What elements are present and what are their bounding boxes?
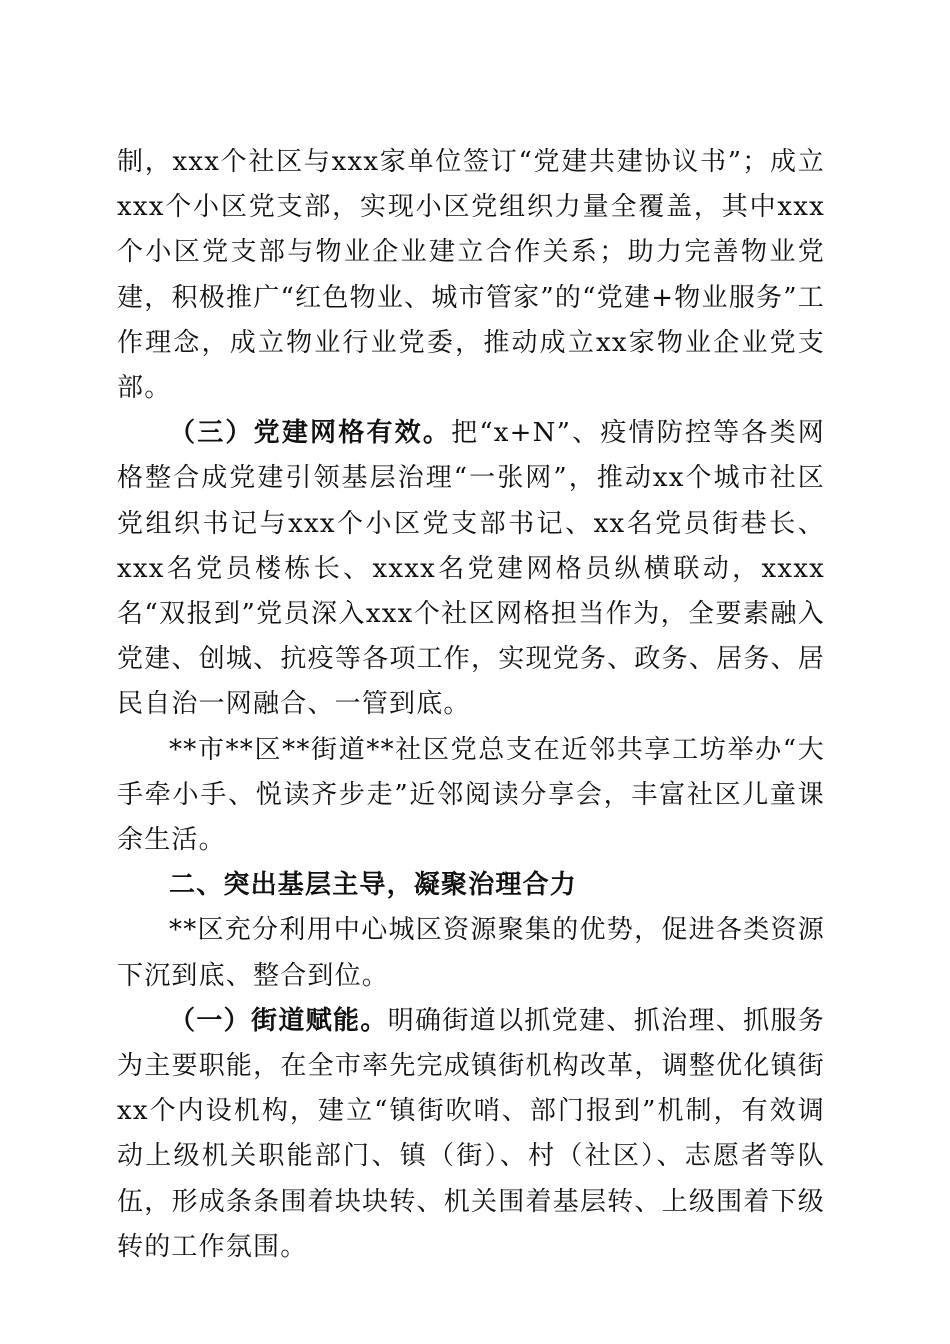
paragraph-grid-effective <box>117 411 825 727</box>
paragraph-text: 明确街道以抓党建、抓治理、抓服务为主要职能，在全市率先完成镇街机构改革，调整优化镇街xx个内设机构，建立“镇街吹哨、部门报到”机制，有效调动上级机关职能部门、镇（街）、村（社区）、志愿者等队伍，形成条条围着块块转、机关围着基层转、上级围着下级转的工作氛围。 <box>117 1005 825 1262</box>
paragraph-street-empowerment <box>117 999 825 1270</box>
paragraph-intro: **区充分利用中心城区资源聚集的优势，促进各类资源下沉到底、整合到位。 <box>117 915 825 991</box>
paragraph-lead-heading: （三）党建网格有效。 <box>169 418 452 449</box>
document-body <box>117 140 825 1270</box>
section-heading: 二、突出基层主导，凝聚治理合力 <box>169 870 578 901</box>
paragraph-continuation: 制，xxx个社区与xxx家单位签订“党建共建协议书”；成立xxx个小区党支部，实现小区党组织力量全覆盖，其中xxx个小区党支部与物业企业建立合作关系；助力完善物业党建，积极推广“红色物业、城市管家”的“党建+物业服务”工作理念，成立物业行业党委，推动成立xx家物业企业党支部。 <box>117 147 825 404</box>
paragraph-photo-caption: **市**区**街道**社区党总支在近邻共享工坊举办“大手牵小手、悦读齐步走”近邻阅读分享会，丰富社区儿童课余生活。 <box>117 734 825 856</box>
paragraph-text: 把“x+N”、疫情防控等各类网格整合成党建引领基层治理“一张网”，推动xx个城市社区党组织书记与xxx个小区党支部书记、xx名党员街巷长、xxx名党员楼栋长、xxxx名党建网格员纵横联动，xxxx名“双报到”党员深入xxx个社区网格担当作为，全要素融入党建、创城、抗疫等各项工作，实现党务、政务、居务、居民自治一网融合、一管到底。 <box>117 418 825 720</box>
paragraph-lead-heading: （一）街道赋能。 <box>169 1005 388 1036</box>
